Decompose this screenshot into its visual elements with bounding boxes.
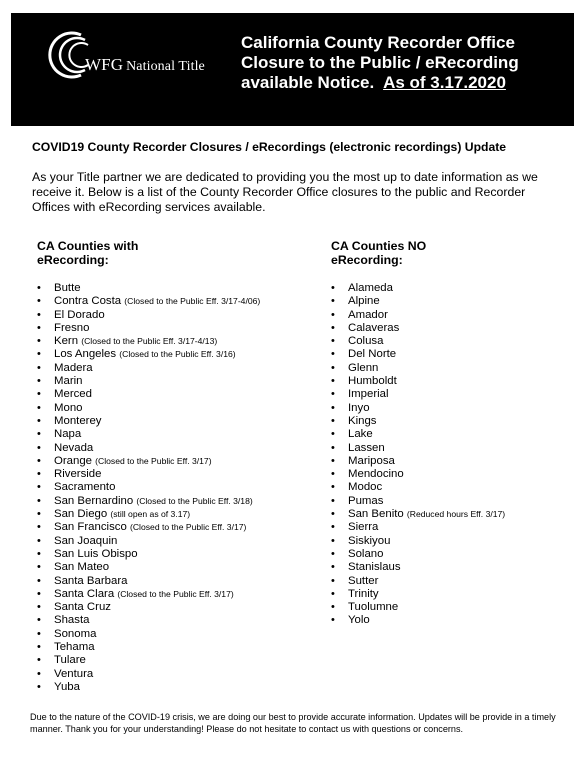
with-erecording-heading: CA Counties with eRecording: (37, 239, 139, 267)
county-list-item (331, 561, 505, 574)
county-name: Los Angeles (54, 348, 117, 361)
county-name: Trinity (348, 587, 379, 600)
title-line-1: California County Recorder Office (241, 33, 515, 52)
logo-national-title: National Title (126, 59, 205, 74)
county-name: Modoc (348, 481, 383, 494)
county-list-item (37, 335, 260, 348)
county-name: Del Norte (348, 348, 397, 361)
county-list-item (37, 362, 260, 375)
county-status-note: (Closed to the Public Eff. 3/17-4/13) (81, 336, 218, 347)
county-list-item (331, 415, 505, 428)
county-list-item (37, 468, 260, 481)
county-list-item (37, 575, 260, 588)
county-name: Tehama (54, 641, 95, 654)
county-list-item (37, 375, 260, 388)
county-name: San Mateo (54, 561, 110, 574)
county-name: Fresno (54, 321, 90, 334)
county-name: Orange (54, 454, 92, 467)
title-line-3: available Notice. As of 3.17.2020 (241, 73, 506, 92)
county-name: Santa Clara (54, 587, 115, 600)
county-list-item (37, 481, 260, 494)
county-list-item (331, 322, 505, 335)
county-list-item (37, 521, 260, 534)
county-name: Yolo (348, 614, 370, 627)
county-name: Merced (54, 388, 92, 401)
notice-title (241, 33, 566, 93)
county-list-item (37, 402, 260, 415)
county-list-item (331, 348, 505, 361)
county-status-note: (Closed to the Public Eff. 3/17) (117, 588, 234, 599)
county-list-item (331, 282, 505, 295)
county-list-item (331, 548, 505, 561)
county-name: Ventura (54, 667, 94, 680)
county-list-item (331, 614, 505, 627)
county-list-item (37, 654, 260, 667)
county-name: Siskiyou (348, 534, 391, 547)
county-list-item (37, 535, 260, 548)
county-name: Inyo (348, 401, 370, 414)
county-list-item (37, 495, 260, 508)
county-list-item (37, 415, 260, 428)
county-list-item (37, 282, 260, 295)
county-list-item (37, 309, 260, 322)
county-name: Tulare (54, 654, 86, 667)
county-name: Kings (348, 414, 377, 427)
county-name: Alpine (348, 295, 380, 308)
county-name: Santa Barbara (54, 574, 128, 587)
county-list-item (331, 375, 505, 388)
intro-paragraph: As your Title partner we are dedicated to providing you the most up to date information as we receive it. Below is a list of the County Recorder Office closures to the public and Recorder Offices with eRecording services available. (32, 170, 538, 214)
county-name: San Francisco (54, 521, 127, 534)
county-name: Solano (348, 547, 384, 560)
county-name: Mariposa (348, 454, 395, 467)
county-status-note: (Closed to the Public Eff. 3/16) (119, 349, 236, 360)
county-list-item (331, 588, 505, 601)
county-name: Sacramento (54, 481, 116, 494)
county-name: San Bernardino (54, 494, 134, 507)
no-erecording-list (331, 282, 505, 628)
county-list-item (37, 508, 260, 521)
county-list-item (331, 495, 505, 508)
county-list-item (331, 309, 505, 322)
county-list-item (37, 641, 260, 654)
county-name: San Benito (348, 508, 404, 521)
wfg-logo (41, 27, 231, 83)
county-name: Sierra (348, 521, 379, 534)
county-list-item (331, 295, 505, 308)
county-list-item (331, 601, 505, 614)
title-line-2: Closure to the Public / eRecording (241, 53, 519, 72)
county-name: Monterey (54, 414, 102, 427)
county-list-item (37, 455, 260, 468)
county-name: Glenn (348, 361, 379, 374)
county-name: Alameda (348, 282, 393, 294)
county-list-item (37, 322, 260, 335)
county-name: Shasta (54, 614, 90, 627)
logo-wordmark (85, 55, 205, 75)
county-list-item (37, 348, 260, 361)
county-list-item (331, 428, 505, 441)
county-name: Pumas (348, 494, 384, 507)
county-name: Humboldt (348, 375, 397, 388)
county-name: El Dorado (54, 308, 105, 321)
county-name: San Joaquin (54, 534, 118, 547)
county-status-note: (Closed to the Public Eff. 3/18) (136, 495, 253, 506)
county-name: Nevada (54, 441, 94, 454)
county-list-item (331, 535, 505, 548)
county-list-item (37, 548, 260, 561)
county-name: Butte (54, 282, 81, 294)
title-date: As of 3.17.2020 (383, 73, 506, 92)
document-subtitle: COVID19 County Recorder Closures / eRecordings (electronic recordings) Update (32, 140, 507, 154)
county-name: Mono (54, 401, 83, 414)
county-list-item (37, 588, 260, 601)
county-name: Colusa (348, 335, 384, 348)
county-name: Lassen (348, 441, 385, 454)
county-list-item (331, 442, 505, 455)
county-list-item (37, 681, 260, 694)
county-list-item (37, 442, 260, 455)
no-erecording-heading: CA Counties NO eRecording: (331, 239, 427, 267)
county-name: Tuolumne (348, 601, 399, 614)
county-status-note: (Closed to the Public Eff. 3/17) (129, 522, 247, 533)
county-name: Sonoma (54, 627, 97, 640)
county-list-item (331, 335, 505, 348)
county-list-item (37, 628, 260, 641)
county-list-item (37, 614, 260, 627)
county-name: Riverside (54, 468, 102, 481)
county-list-item (37, 428, 260, 441)
county-name: Contra Costa (54, 295, 122, 308)
county-list-item (331, 388, 505, 401)
county-list-item (37, 561, 260, 574)
county-name: Mendocino (348, 468, 404, 481)
county-name: Calaveras (348, 321, 400, 334)
header-banner (11, 13, 574, 126)
county-list-item (331, 575, 505, 588)
county-name: Stanislaus (348, 561, 401, 574)
county-status-note: (Reduced hours Eff. 3/17) (406, 509, 506, 520)
county-name: San Diego (54, 508, 108, 521)
county-name: Sutter (348, 574, 379, 587)
with-erecording-list (37, 282, 260, 694)
county-name: Kern (54, 335, 79, 348)
county-list-item (331, 521, 505, 534)
county-name: Napa (54, 428, 82, 441)
county-name: Santa Cruz (54, 601, 111, 614)
county-list-item (331, 362, 505, 375)
county-name: Lake (348, 428, 373, 441)
county-list-item (331, 481, 505, 494)
county-list-item (331, 508, 505, 521)
county-name: Amador (348, 308, 388, 321)
county-status-note: (still open as of 3.17) (110, 509, 191, 520)
county-name: Yuba (54, 680, 80, 693)
county-status-note: (Closed to the Public Eff. 3/17-4/06) (124, 296, 261, 307)
county-list-item (331, 402, 505, 415)
county-list-item (37, 388, 260, 401)
logo-wfg: WFG (85, 55, 124, 74)
county-list-item (37, 668, 260, 681)
county-list-item (331, 455, 505, 468)
county-name: Madera (54, 361, 93, 374)
county-name: San Luis Obispo (54, 547, 138, 560)
county-list-item (37, 295, 260, 308)
county-name: Imperial (348, 388, 389, 401)
county-list-item (331, 468, 505, 481)
county-list-item (37, 601, 260, 614)
footer-disclaimer: Due to the nature of the COVID-19 crisis, we are doing our best to provide accurate information. Updates will be provide in a timely manner. Thank you for your understanding! Please do not hesitate to contact us with questions or concerns. (30, 712, 556, 734)
county-status-note: (Closed to the Public Eff. 3/17) (95, 455, 212, 466)
county-name: Marin (54, 375, 83, 388)
